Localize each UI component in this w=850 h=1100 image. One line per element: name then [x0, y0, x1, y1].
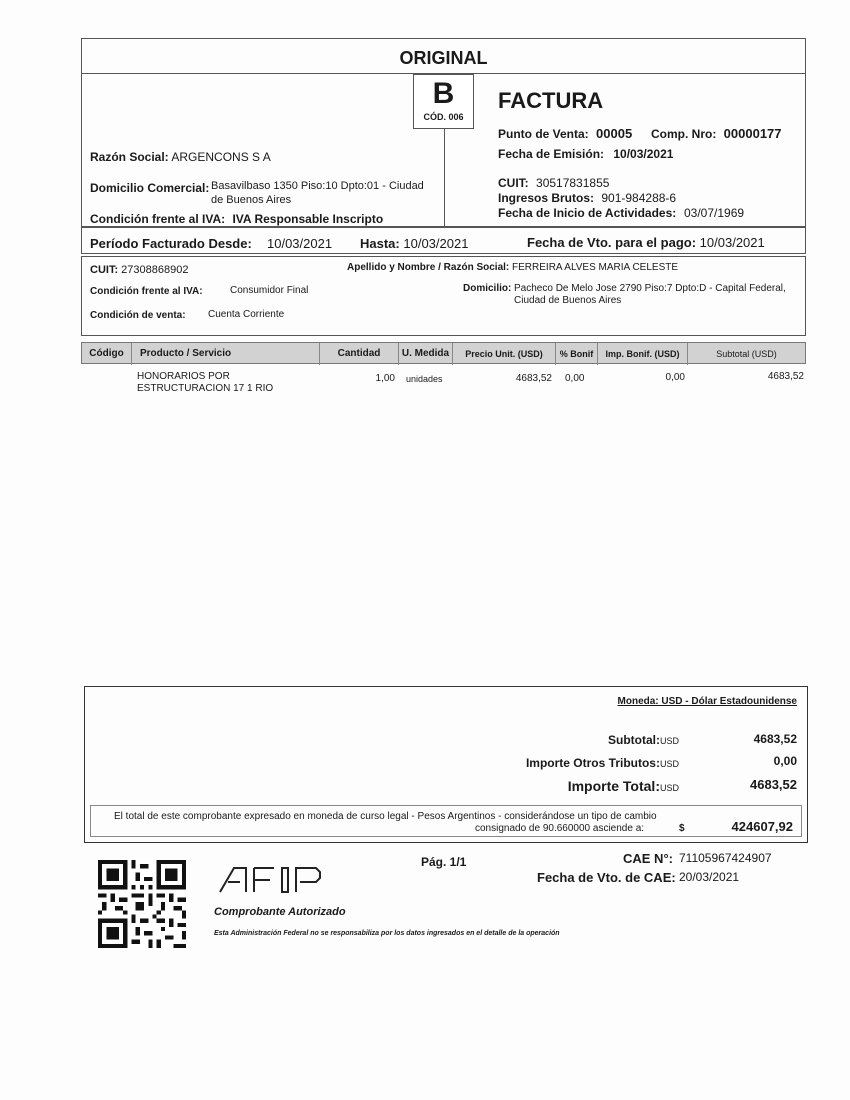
cae-value: 71105967424907: [679, 851, 772, 865]
razon-social-label: Razón Social:: [90, 150, 169, 164]
total-pesos: 424607,92: [731, 819, 793, 834]
moneda: Moneda: USD - Dólar Estadounidense: [617, 696, 797, 707]
qr-code: [98, 860, 186, 948]
punto-venta-label: Punto de Venta:: [498, 127, 589, 141]
row-subtotal: 4683,52: [767, 371, 804, 382]
cuit-emisor: 30517831855: [536, 176, 610, 190]
inicio-value: 03/07/1969: [684, 206, 745, 220]
iva-value: IVA Responsable Inscripto: [232, 212, 384, 226]
total-value: 4683,52: [750, 777, 797, 792]
hasta-row: [360, 236, 468, 251]
nombre-row: [347, 262, 678, 273]
total-currency: USD: [659, 783, 679, 793]
row-precio: 4683,52: [515, 373, 552, 384]
vto-pago-label: Fecha de Vto. para el pago:: [527, 235, 697, 250]
original-label: ORIGINAL: [399, 48, 488, 68]
receptor-domicilio-label: Domicilio:: [463, 283, 512, 294]
otros-value: 0,00: [773, 754, 797, 768]
iibb-row: [498, 191, 676, 205]
fecha-emision-label: Fecha de Emisión:: [498, 147, 605, 161]
domicilio-label: Domicilio Comercial:: [90, 181, 210, 195]
cae-vto-value: 20/03/2021: [679, 870, 740, 884]
receptor-block: [81, 256, 806, 336]
punto-venta-row: [498, 126, 632, 141]
cuit-emisor-label: CUIT:: [498, 176, 529, 190]
otros-row: [526, 756, 679, 770]
col-cantidad: Cantidad: [320, 343, 399, 365]
cuit-receptor: 27308868902: [121, 264, 189, 276]
nombre-label: Apellido y Nombre / Razón Social:: [347, 262, 510, 273]
comp-nro-label: Comp. Nro:: [651, 127, 717, 141]
desde-label: Período Facturado Desde:: [90, 236, 252, 251]
vto-pago: 10/03/2021: [699, 235, 765, 250]
punto-venta: 00005: [596, 126, 633, 141]
vto-pago-row: [527, 235, 765, 250]
divider-vertical: [444, 128, 445, 226]
otros-label: Importe Otros Tributos:: [525, 756, 660, 770]
doc-type: FACTURA: [498, 88, 604, 113]
hasta: 10/03/2021: [403, 236, 469, 251]
iibb: 901-984288-6: [601, 191, 677, 205]
peso-sign: $: [679, 823, 685, 834]
row-bonif: 0,00: [565, 373, 585, 384]
domicilio-line2: de Buenos Aires: [211, 194, 292, 206]
subtotal-label: Subtotal:: [607, 733, 660, 747]
col-bonif: % Bonif: [556, 343, 598, 365]
cuit-receptor-row: [90, 264, 188, 276]
autorizado: Comprobante Autorizado: [214, 906, 346, 918]
receptor-domicilio-line1: Pacheco De Melo Jose 2790 Piso:7 Dpto:D - Capital Federal,: [514, 283, 786, 294]
total-row: [568, 778, 679, 794]
cae-label: CAE N°:: [623, 851, 673, 866]
totals-block: [84, 686, 808, 843]
venta: Cuenta Corriente: [208, 309, 285, 320]
leyenda-line1: El total de este comprobante expresado en moneda de curso legal - Pesos Argentinos - considerándose un tipo de cambio: [114, 811, 657, 822]
col-producto: Producto / Servicio: [132, 343, 320, 365]
domicilio-line1: Basavilbaso 1350 Piso:10 Dpto:01 - Ciudad: [211, 180, 424, 192]
subtotal-row: [608, 733, 679, 747]
col-precio: Precio Unit. (USD): [453, 343, 556, 365]
razon-social: ARGENCONS S A: [171, 150, 271, 164]
leyenda-box: [90, 805, 802, 837]
disclaimer: Esta Administración Federal no se responsabiliza por los datos ingresados en el detalle de la operación: [214, 930, 560, 937]
row-producto-line2: ESTRUCTURACION 17 1 RIO: [137, 383, 274, 394]
receptor-iva-label: Condición frente al IVA:: [90, 286, 203, 297]
nombre: FERREIRA ALVES MARIA CELESTE: [512, 262, 679, 273]
subtotal-currency: USD: [659, 736, 679, 746]
col-codigo: Código: [82, 343, 132, 365]
subtotal-value: 4683,52: [753, 732, 797, 746]
cuit-receptor-label: CUIT:: [90, 264, 119, 276]
cae-vto-label: Fecha de Vto. de CAE:: [537, 870, 676, 885]
cod-label: CÓD. 006: [423, 112, 464, 122]
comp-nro: 00000177: [723, 126, 782, 141]
afip-logo: [216, 864, 326, 896]
row-imp-bonif: 0,00: [665, 372, 685, 383]
inicio-label: Fecha de Inicio de Actividades:: [498, 206, 677, 220]
pagina: Pág. 1/1: [421, 855, 467, 869]
otros-currency: USD: [659, 759, 679, 769]
fecha-emision: 10/03/2021: [613, 147, 674, 161]
leyenda-line2: consignado de 90.660000 asciende a:: [475, 823, 645, 834]
hasta-label: Hasta:: [360, 236, 400, 251]
venta-label: Condición de venta:: [90, 310, 186, 321]
original-header: [81, 38, 806, 74]
col-subtotal: Subtotal (USD): [716, 349, 777, 359]
col-medida: U. Medida: [399, 343, 453, 365]
iva-row: [90, 212, 383, 226]
receptor-domicilio-line2: Ciudad de Buenos Aires: [514, 295, 622, 306]
comp-nro-row: [651, 126, 782, 141]
razon-social-row: [90, 150, 271, 164]
row-producto-line1: HONORARIOS POR: [137, 371, 230, 382]
row-medida: unidades: [406, 374, 443, 384]
row-cantidad: 1,00: [375, 373, 395, 384]
letter-box: [413, 74, 474, 129]
fecha-emision-row: [498, 147, 673, 161]
receptor-iva: Consumidor Final: [230, 285, 309, 296]
table-row: [81, 368, 806, 398]
letter: B: [432, 77, 455, 110]
desde: 10/03/2021: [267, 236, 333, 251]
total-label: Importe Total:: [567, 778, 660, 794]
items-table-header: [81, 342, 806, 364]
col-imp-bonif: Imp. Bonif. (USD): [598, 343, 688, 365]
cuit-emisor-row: [498, 176, 609, 190]
iva-label: Condición frente al IVA:: [90, 212, 226, 226]
iibb-label: Ingresos Brutos:: [498, 191, 595, 205]
periodo-block: [81, 227, 806, 254]
